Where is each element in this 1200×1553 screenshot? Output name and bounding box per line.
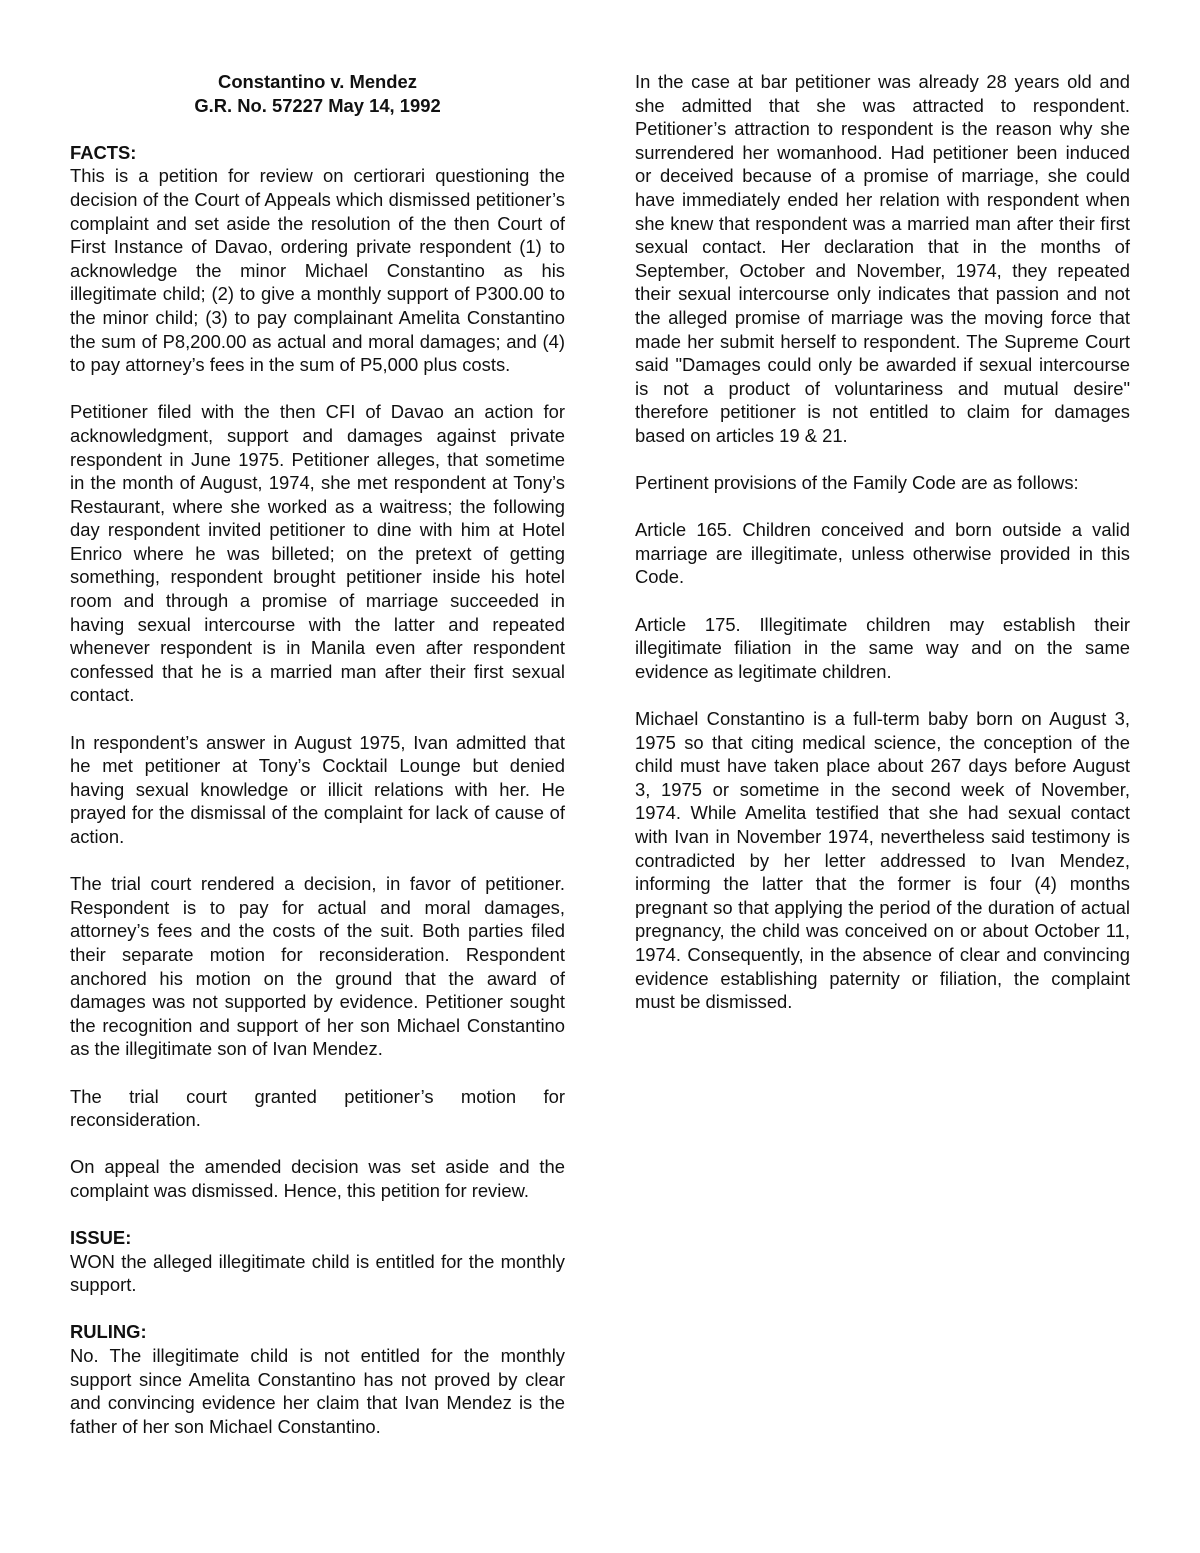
article-175: Article 175. Illegitimate children may establish their illegitimate filiation in the same way and on the same evidence as legitimate children. xyxy=(635,613,1130,682)
discussion-paragraph: In the case at bar petitioner was already 28 years old and she admitted that she was attracted to respondent. Petitioner’s attraction to respondent is the reason why she surrendered her womanhood. Had petitioner been induced or deceived because of a promise of marriage, she could have immediately ended her relation with respondent when she knew that respondent was a married man after their first sexual contact. Her declaration that in the months of September, October and November, 1974, they repeated their sexual intercourse only indicates that passion and not the alleged promise of marriage was the moving force that made her submit herself to respondent. The Supreme Court said "Damages could only be awarded if sexual intercourse is not a product of voluntariness and mutual desire" therefore petitioner is not entitled to claim for damages based on articles 19 & 21. xyxy=(635,71,1130,446)
facts-paragraph-5: The trial court granted petitioner’s motion for reconsideration. xyxy=(70,1085,565,1131)
spacer xyxy=(70,707,565,731)
issue-label: ISSUE: xyxy=(70,1227,132,1249)
facts-paragraph-3: In respondent’s answer in August 1975, Ivan admitted that he met petitioner at Tony’s Cocktail Lounge but denied having sexual knowledge or illicit relations with her. He prayed for the dismissal of the complaint for lack of cause of action. xyxy=(70,731,565,847)
spacer xyxy=(70,377,565,401)
spacer xyxy=(635,448,1130,472)
family-code-intro: Pertinent provisions of the Family Code are as follows: xyxy=(635,472,1079,494)
left-column xyxy=(70,70,565,1438)
facts-paragraph-1: This is a petition for review on certiorari questioning the decision of the Court of Appeals which dismissed petitioner’s complaint and set aside the resolution of the then Court of First Instance of Davao, ordering private respondent (1) to acknowledge the minor Michael Constantino as his illegitimate child; (2) to give a monthly support of P300.00 to the minor child; (3) to pay complainant Amelita Constantino the sum of P8,200.00 as actual and moral damages; and (4) to pay attorney’s fees in the sum of P5,000 plus costs. xyxy=(70,165,565,376)
issue-text: WON the alleged illegitimate child is entitled for the monthly support. xyxy=(70,1250,565,1296)
article-165: Article 165. Children conceived and born outside a valid marriage are illegitimate, unless otherwise provided in this Code. xyxy=(635,519,1130,588)
facts-paragraph-6: On appeal the amended decision was set aside and the complaint was dismissed. Hence, this petition for review. xyxy=(70,1156,565,1201)
spacer xyxy=(70,1061,565,1085)
spacer xyxy=(70,1297,565,1321)
spacer xyxy=(70,1132,565,1156)
case-citation: G.R. No. 57227 May 14, 1992 xyxy=(194,94,441,116)
case-title: Constantino v. Mendez xyxy=(218,71,417,92)
facts-paragraph-4: The trial court rendered a decision, in favor of petitioner. Respondent is to pay for actual and moral damages, attorney’s fees and the costs of the suit. Both parties filed their separate motion for reconsideration. Respondent anchored his motion on the ground that the award of damages was not supported by evidence. Petitioner sought the recognition and support of her son Michael Constantino as the illegitimate son of Ivan Mendez. xyxy=(70,873,565,1060)
right-column xyxy=(635,70,1130,1014)
ruling-text: No. The illegitimate child is not entitled for the monthly support since Amelita Constantino has not proved by clear and convincing evidence her claim that Ivan Mendez is the father of her son Michael Constantino. xyxy=(70,1345,565,1437)
spacer xyxy=(70,1203,565,1227)
facts-label: FACTS: xyxy=(70,141,137,163)
conclusion-paragraph: Michael Constantino is a full-term baby born on August 3, 1975 so that citing medical science, the conception of the child must have taken place about 267 days before August 3, 1975 or sometime in the second week of November, 1974. While Amelita testified that she had sexual contact with Ivan in November 1974, nevertheless said testimony is contradicted by her letter addressed to Ivan Mendez, informing the latter that the former is four (4) months pregnant so that applying the period of the duration of actual pregnancy, the child was conceived on or about October 11, 1974. Consequently, in the absence of clear and convincing evidence establishing paternity or filiation, the complaint must be dismissed. xyxy=(635,708,1130,1013)
facts-paragraph-2: Petitioner filed with the then CFI of Davao an action for acknowledgment, support and damages against private respondent in June 1975. Petitioner alleges, that sometime in the month of August, 1974, she met respondent at Tony’s Restaurant, where she worked as a waitress; the following day respondent invited petitioner to dine with him at Hotel Enrico where he was billeted; on the pretext of getting something, respondent brought petitioner inside his hotel room and through a promise of marriage succeeded in having sexual intercourse with the latter and repeated whenever respondent is in Manila even after respondent confessed that he is a married man after their first sexual contact. xyxy=(70,401,565,706)
spacer xyxy=(70,117,565,141)
spacer xyxy=(635,589,1130,613)
spacer xyxy=(635,683,1130,707)
spacer xyxy=(70,849,565,873)
spacer xyxy=(635,495,1130,519)
ruling-label: RULING: xyxy=(70,1321,147,1343)
